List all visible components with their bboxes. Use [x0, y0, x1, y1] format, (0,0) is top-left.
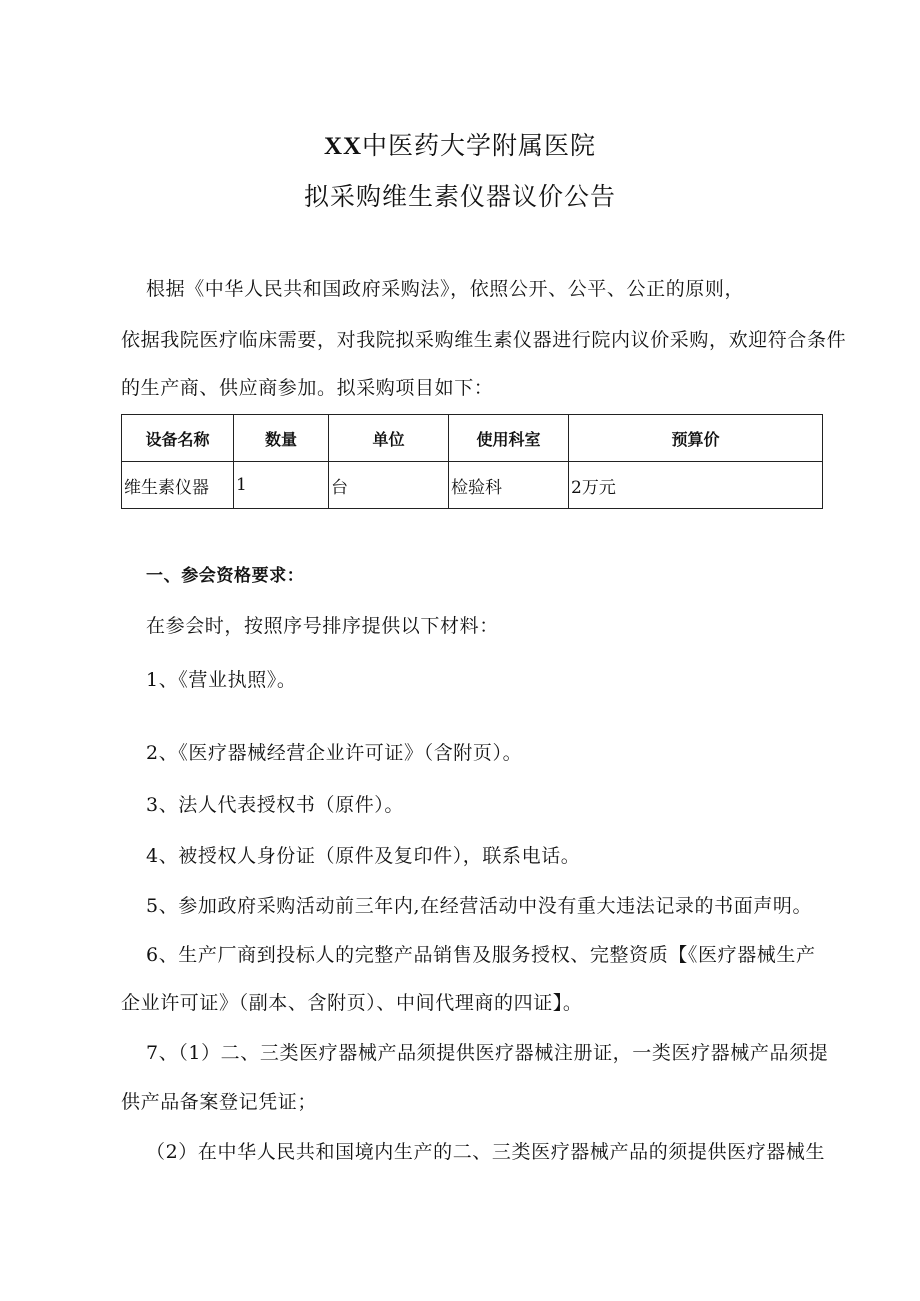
requirement-item-7-line-1: 7、（1）二、三类医疗器械产品须提供医疗器械注册证，一类医疗器械产品须提	[146, 1042, 829, 1064]
column-header-budget: 预算价	[569, 415, 823, 462]
requirement-item-1: 1、《营业执照》。	[146, 669, 297, 691]
requirement-item-3: 3、法人代表授权书（原件）。	[146, 794, 404, 816]
requirement-item-5: 5、参加政府采购活动前三年内,在经营活动中没有重大违法记录的书面声明。	[146, 895, 813, 917]
requirement-item-6-line-1: 6、生产厂商到投标人的完整产品销售及服务授权、完整资质【《医疗器械生产	[146, 944, 816, 966]
cell-unit: 台	[329, 462, 449, 509]
column-header-unit: 单位	[329, 415, 449, 462]
intro-line-3: 的生产商、供应商参加。拟采购项目如下：	[121, 377, 494, 399]
title-hospital-name: 中医药大学附属医院	[362, 131, 597, 160]
section-lead: 在参会时，按照序号排序提供以下材料：	[146, 615, 499, 637]
column-header-department: 使用科室	[449, 415, 569, 462]
title-prefix: XX	[323, 133, 363, 160]
cell-quantity: 1	[234, 462, 329, 509]
procurement-items-table	[121, 414, 823, 509]
requirement-item-2: 2、《医疗器械经营企业许可证》（含附页）。	[146, 742, 523, 764]
requirement-item-7-line-2: 供产品备案登记凭证；	[121, 1091, 318, 1113]
document-title-line2: 拟采购维生素仪器议价公告	[303, 182, 616, 211]
intro-line-1: 根据《中华人民共和国政府采购法》，依照公开、公平、公正的原则，	[146, 278, 745, 300]
cell-budget: 2万元	[569, 462, 823, 509]
requirement-item-6-line-2: 企业许可证》（副本、含附页）、中间代理商的四证】。	[121, 992, 583, 1014]
requirement-item-7-sub-2: （2）在中华人民共和国境内生产的二、三类医疗器械产品的须提供医疗器械生	[146, 1141, 826, 1163]
intro-line-2: 依据我院医疗临床需要，对我院拟采购维生素仪器进行院内议价采购，欢迎符合条件	[121, 329, 847, 351]
cell-department: 检验科	[449, 462, 569, 509]
column-header-equipment-name: 设备名称	[122, 415, 234, 462]
section-heading-qualifications: 一、参会资格要求：	[146, 566, 305, 586]
requirement-item-4: 4、被授权人身份证（原件及复印件），联系电话。	[146, 845, 581, 867]
cell-equipment-name: 维生素仪器	[122, 462, 234, 509]
table-header-row	[122, 415, 823, 462]
table-row	[122, 462, 823, 509]
column-header-quantity: 数量	[234, 415, 329, 462]
document-title-line1	[0, 129, 920, 164]
